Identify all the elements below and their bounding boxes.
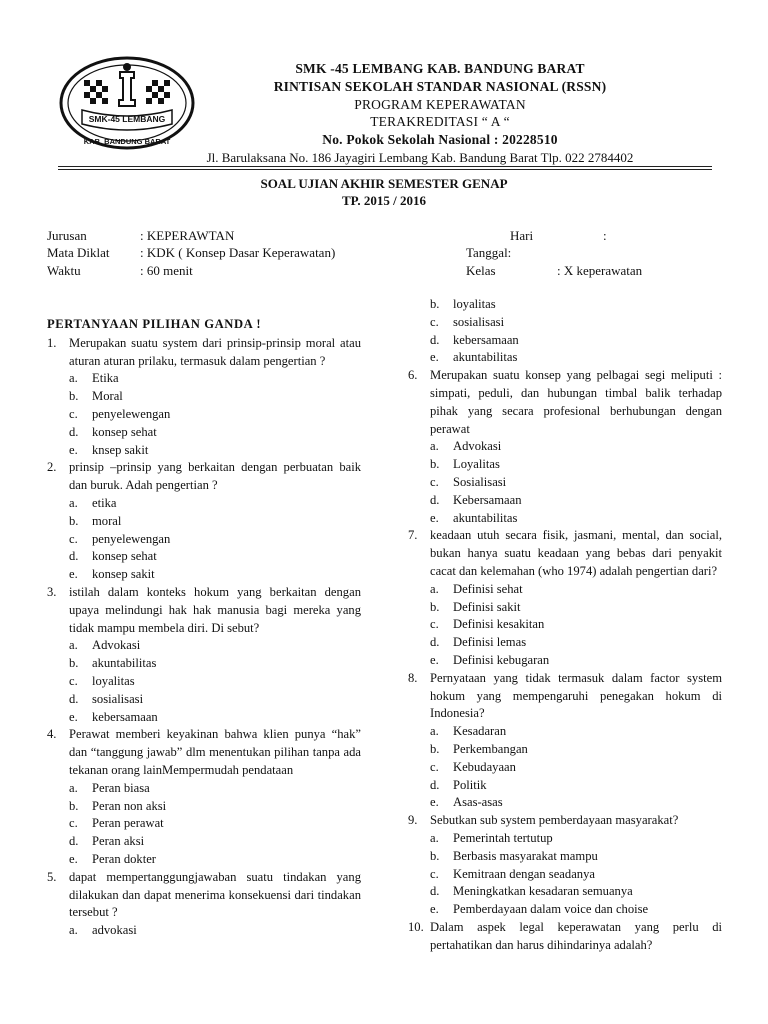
answer-option[interactable] bbox=[408, 830, 722, 848]
option-text: Sosialisasi bbox=[453, 474, 507, 489]
option-text: Peran biasa bbox=[92, 780, 150, 795]
question-item bbox=[47, 869, 361, 922]
exam-title: SOAL UJIAN AKHIR SEMESTER GENAP bbox=[260, 176, 508, 191]
answer-option[interactable] bbox=[47, 922, 361, 940]
logo-bottom-text: KAB. BANDUNG BARAT bbox=[83, 137, 171, 146]
option-text: Pemberdayaan dalam voice dan choise bbox=[453, 902, 649, 917]
option-letter: c. bbox=[430, 314, 439, 329]
option-letter: d. bbox=[69, 691, 79, 706]
option-letter: a. bbox=[69, 371, 78, 386]
option-text: penyelewengan bbox=[92, 531, 171, 546]
info-jurusan-value: : KEPERAWTAN bbox=[140, 228, 235, 243]
answer-options bbox=[408, 438, 722, 527]
answer-option[interactable] bbox=[47, 673, 361, 691]
option-text: Definisi kesakitan bbox=[453, 617, 545, 632]
info-mapel-value: : KDK ( Konsep Dasar Keperawatan) bbox=[140, 245, 336, 260]
option-letter: a. bbox=[69, 923, 78, 938]
option-text: Definisi lemas bbox=[453, 635, 527, 650]
option-letter: c. bbox=[430, 617, 439, 632]
answer-option[interactable] bbox=[47, 798, 361, 816]
answer-option[interactable] bbox=[47, 851, 361, 869]
answer-option[interactable] bbox=[408, 652, 722, 670]
question-item bbox=[408, 919, 722, 955]
option-letter: a. bbox=[430, 581, 439, 596]
option-letter: b. bbox=[430, 741, 440, 756]
option-text: penyelewengan bbox=[92, 406, 171, 421]
header-address: Jl. Barulaksana No. 186 Jayagiri Lembang Kab. Bandung Barat Tlp. 022 2784402 bbox=[206, 150, 634, 165]
question-number: 4. bbox=[47, 727, 57, 742]
question-text: keadaan utuh secara fisik, jasmani, mental, dan social, bukan hanya suatu keadaan yang bebas dari penyakit cacat dan kelemahan (who 1974) adalah pengertian dari? bbox=[430, 528, 722, 578]
left-question-list bbox=[47, 335, 361, 940]
option-letter: d. bbox=[430, 332, 440, 347]
question-5-continued-options bbox=[408, 296, 722, 367]
option-text: Kesadaran bbox=[453, 724, 507, 739]
option-text: Peran dokter bbox=[92, 851, 156, 866]
answer-option[interactable] bbox=[47, 495, 361, 513]
answer-option[interactable] bbox=[47, 388, 361, 406]
option-text: loyalitas bbox=[92, 673, 135, 688]
answer-option[interactable] bbox=[47, 513, 361, 531]
question-item bbox=[47, 584, 361, 637]
question-number: 7. bbox=[408, 528, 418, 543]
option-letter: d. bbox=[69, 424, 79, 439]
question-text: istilah dalam konteks hokum yang berkaitan dengan upaya melindungi hak hak manusia bagi mereka yang tidak mampu membela diri. Di sebut? bbox=[69, 584, 361, 635]
question-number: 10. bbox=[408, 919, 424, 934]
option-letter: e. bbox=[430, 510, 439, 525]
logo-banner-text: SMK-45 LEMBANG bbox=[88, 114, 166, 124]
info-hari-value: : bbox=[603, 228, 607, 243]
question-number: 5. bbox=[47, 869, 57, 884]
answer-option[interactable] bbox=[47, 780, 361, 798]
answer-option[interactable] bbox=[408, 616, 722, 634]
option-letter: b. bbox=[69, 656, 79, 671]
answer-options bbox=[408, 830, 722, 919]
answer-option[interactable] bbox=[408, 296, 722, 314]
option-letter: e. bbox=[69, 851, 78, 866]
answer-option[interactable] bbox=[47, 548, 361, 566]
right-column bbox=[408, 296, 722, 954]
option-letter: e. bbox=[430, 350, 439, 365]
option-text: knsep sakit bbox=[92, 442, 149, 457]
question-text: Merupakan suatu system dari prinsip-prinsip moral atau aturan aturan prilaku, termasuk dalam pengertian ? bbox=[69, 335, 361, 368]
answer-option[interactable] bbox=[408, 456, 722, 474]
info-waktu-value: : 60 menit bbox=[140, 263, 193, 278]
option-letter: a. bbox=[69, 638, 78, 653]
option-text: akuntabilitas bbox=[453, 350, 518, 365]
header-divider-thin bbox=[58, 169, 712, 170]
option-text: sosialisasi bbox=[92, 691, 144, 706]
answer-option[interactable] bbox=[47, 442, 361, 460]
option-letter: e. bbox=[430, 902, 439, 917]
option-letter: b. bbox=[430, 457, 440, 472]
option-text: Meningkatkan kesadaran semuanya bbox=[453, 884, 633, 899]
answer-option[interactable] bbox=[408, 723, 722, 741]
header-school-name: SMK -45 LEMBANG KAB. BANDUNG BARAT bbox=[295, 61, 585, 76]
option-text: moral bbox=[92, 513, 122, 528]
option-letter: b. bbox=[69, 513, 79, 528]
header-divider bbox=[58, 166, 712, 167]
question-number: 8. bbox=[408, 670, 418, 685]
answer-option[interactable] bbox=[408, 866, 722, 884]
question-text: Sebutkan sub system pemberdayaan masyarakat? bbox=[430, 813, 679, 828]
question-number: 1. bbox=[47, 335, 57, 350]
option-letter: a. bbox=[69, 780, 78, 795]
option-letter: a. bbox=[69, 495, 78, 510]
option-letter: e. bbox=[430, 652, 439, 667]
question-item bbox=[408, 670, 722, 723]
option-text: Peran non aksi bbox=[92, 798, 167, 813]
option-text: Etika bbox=[92, 371, 119, 386]
answer-option[interactable] bbox=[408, 634, 722, 652]
option-letter: b. bbox=[69, 798, 79, 813]
option-text: Kebersamaan bbox=[453, 492, 522, 507]
answer-option[interactable] bbox=[47, 637, 361, 655]
question-text: Perawat memberi keyakinan bahwa klien punya “hak” dan “tanggung jawab” dlm menentukan pilihan tanpa ada tekanan orang lainMempermudah pendataan bbox=[69, 727, 361, 777]
option-text: Politik bbox=[453, 777, 487, 792]
option-text: Moral bbox=[92, 389, 123, 404]
answer-option[interactable] bbox=[47, 370, 361, 388]
option-text: Advokasi bbox=[92, 638, 141, 653]
answer-option[interactable] bbox=[408, 492, 722, 510]
answer-option[interactable] bbox=[47, 424, 361, 442]
option-text: etika bbox=[92, 495, 117, 510]
answer-option[interactable] bbox=[408, 848, 722, 866]
answer-option[interactable] bbox=[47, 815, 361, 833]
info-jurusan-label: Jurusan bbox=[47, 228, 87, 243]
option-letter: c. bbox=[430, 866, 439, 881]
option-text: Definisi sakit bbox=[453, 599, 521, 614]
option-letter: c. bbox=[69, 531, 78, 546]
question-number: 3. bbox=[47, 584, 57, 599]
header-program: PROGRAM KEPERAWATAN bbox=[354, 97, 526, 112]
option-text: loyalitas bbox=[453, 297, 496, 311]
option-text: konsep sakit bbox=[92, 567, 155, 582]
info-mapel-label: Mata Diklat bbox=[47, 245, 110, 260]
option-letter: b. bbox=[430, 848, 440, 863]
answer-option[interactable] bbox=[408, 901, 722, 919]
question-item bbox=[47, 726, 361, 779]
question-item bbox=[47, 459, 361, 495]
option-text: konsep sehat bbox=[92, 549, 157, 564]
answer-option[interactable] bbox=[47, 691, 361, 709]
section-title: PERTANYAAN PILIHAN GANDA ! bbox=[47, 317, 262, 331]
option-text: konsep sehat bbox=[92, 424, 157, 439]
right-question-list bbox=[408, 367, 722, 954]
option-text: Berbasis masyarakat mampu bbox=[453, 848, 598, 863]
option-letter: d. bbox=[69, 549, 79, 564]
option-letter: b. bbox=[69, 389, 79, 404]
option-text: akuntabilitas bbox=[453, 510, 518, 525]
option-letter: e. bbox=[430, 795, 439, 810]
option-letter: d. bbox=[430, 884, 440, 899]
option-letter: c. bbox=[430, 474, 439, 489]
option-text: kebersamaan bbox=[453, 332, 519, 347]
answer-option[interactable] bbox=[408, 599, 722, 617]
answer-option[interactable] bbox=[408, 741, 722, 759]
option-text: Peran aksi bbox=[92, 834, 145, 849]
answer-options bbox=[47, 780, 361, 869]
question-item bbox=[408, 812, 722, 830]
option-text: Loyalitas bbox=[453, 457, 500, 472]
option-letter: d. bbox=[430, 635, 440, 650]
question-text: prinsip –prinsip yang berkaitan dengan perbuatan baik dan buruk. Adah pengertian ? bbox=[69, 460, 361, 493]
info-kelas-value: : X keperawatan bbox=[557, 263, 643, 278]
option-text: kebersamaan bbox=[92, 709, 158, 724]
option-letter: a. bbox=[430, 830, 439, 845]
info-tanggal-label: Tanggal: bbox=[466, 245, 512, 260]
question-text: Dalam aspek legal keperawatan yang perlu di pertahatikan dan harus dihindarinya adalah? bbox=[430, 919, 722, 952]
question-number: 6. bbox=[408, 368, 418, 383]
header-accreditation: TERAKREDITASI “ A “ bbox=[370, 114, 510, 129]
option-letter: d. bbox=[430, 777, 440, 792]
question-number: 2. bbox=[47, 460, 57, 475]
option-letter: d. bbox=[430, 492, 440, 507]
option-text: Perkembangan bbox=[453, 741, 528, 756]
option-letter: b. bbox=[430, 599, 440, 614]
question-item bbox=[408, 367, 722, 438]
answer-option[interactable] bbox=[47, 709, 361, 727]
option-text: akuntabilitas bbox=[92, 656, 157, 671]
option-text: Advokasi bbox=[453, 439, 502, 454]
option-text: Peran perawat bbox=[92, 816, 164, 831]
answer-options bbox=[408, 723, 722, 812]
info-waktu-label: Waktu bbox=[47, 263, 81, 278]
option-text: Asas-asas bbox=[453, 795, 503, 810]
answer-options bbox=[47, 922, 361, 940]
question-text: Merupakan suatu konsep yang pelbagai segi meliputi : simpati, peduli, dan hubungan timbal balik terhadap pihak yang secara profesional berhubungan dengan perawat bbox=[430, 368, 722, 436]
answer-option[interactable] bbox=[408, 438, 722, 456]
option-letter: a. bbox=[430, 439, 439, 454]
question-item bbox=[408, 527, 722, 580]
answer-option[interactable] bbox=[47, 833, 361, 851]
question-number: 9. bbox=[408, 813, 418, 828]
answer-option[interactable] bbox=[47, 406, 361, 424]
option-letter: c. bbox=[69, 673, 78, 688]
question-item bbox=[47, 335, 361, 371]
answer-option[interactable] bbox=[408, 349, 722, 367]
option-letter: e. bbox=[69, 709, 78, 724]
option-letter: e. bbox=[69, 567, 78, 582]
answer-option[interactable] bbox=[408, 883, 722, 901]
answer-option[interactable] bbox=[408, 794, 722, 812]
answer-option[interactable] bbox=[408, 510, 722, 528]
answer-option[interactable] bbox=[47, 531, 361, 549]
option-text: Definisi kebugaran bbox=[453, 652, 550, 667]
answer-option[interactable] bbox=[408, 332, 722, 350]
answer-options bbox=[47, 637, 361, 726]
option-text: Kemitraan dengan seadanya bbox=[453, 866, 595, 881]
option-text: Kebudayaan bbox=[453, 759, 516, 774]
option-letter: e. bbox=[69, 442, 78, 457]
option-letter: c. bbox=[430, 759, 439, 774]
option-letter: a. bbox=[430, 724, 439, 739]
question-text: Pernyataan yang tidak termasuk dalam factor system hokum yang mempengaruhi penegakan hokum di Indonesia? bbox=[430, 670, 722, 721]
answer-option[interactable] bbox=[47, 655, 361, 673]
option-letter: d. bbox=[69, 834, 79, 849]
option-text: Definisi sehat bbox=[453, 581, 523, 596]
option-text: sosialisasi bbox=[453, 314, 505, 329]
answer-option[interactable] bbox=[47, 566, 361, 584]
exam-year: TP. 2015 / 2016 bbox=[341, 193, 427, 208]
answer-option[interactable] bbox=[408, 474, 722, 492]
option-letter: c. bbox=[69, 406, 78, 421]
question-text: dapat mempertanggungjawaban suatu tindakan yang dilakukan dan dapat menerima konsekuensi dari tindakan tersebut ? bbox=[69, 869, 361, 920]
left-column bbox=[47, 316, 361, 940]
info-kelas-label: Kelas bbox=[466, 263, 496, 278]
answer-options bbox=[47, 495, 361, 584]
header-rssn: RINTISAN SEKOLAH STANDAR NASIONAL (RSSN) bbox=[273, 79, 607, 94]
answer-option[interactable] bbox=[408, 581, 722, 599]
option-letter: c. bbox=[69, 816, 78, 831]
answer-options bbox=[408, 581, 722, 670]
option-text: advokasi bbox=[92, 923, 137, 938]
option-letter: b. bbox=[430, 297, 440, 311]
option-text: Pemerintah tertutup bbox=[453, 830, 553, 845]
answer-option[interactable] bbox=[408, 777, 722, 795]
answer-option[interactable] bbox=[408, 759, 722, 777]
header-npsn: No. Pokok Sekolah Nasional : 20228510 bbox=[322, 132, 558, 147]
info-hari-label: Hari bbox=[510, 228, 534, 243]
answer-options bbox=[47, 370, 361, 459]
answer-option[interactable] bbox=[408, 314, 722, 332]
